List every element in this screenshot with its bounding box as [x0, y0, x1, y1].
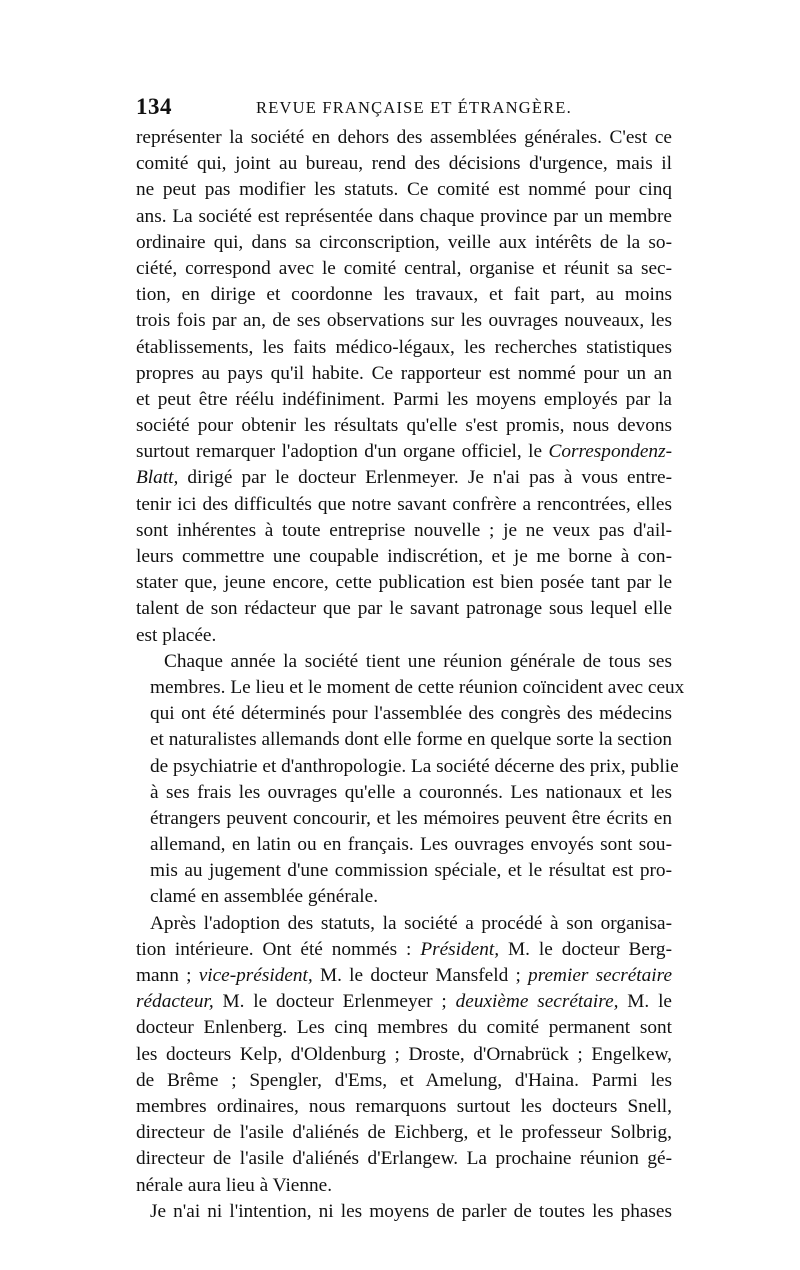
text-line: membres ordinaires, nous remarquons surtout les docteurs Snell,: [136, 1095, 672, 1117]
italic-role: rédacteur,: [136, 991, 214, 1013]
italic-title: Blatt,: [136, 467, 179, 489]
page-header: [136, 94, 672, 120]
text-line: étrangers peuvent concourir, et les mémoires peuvent être écrits en: [150, 807, 672, 829]
text-run: M. le docteur Mansfeld ;: [312, 965, 529, 986]
paragraph-4: [136, 1199, 672, 1225]
text-run: M. le docteur Berg-: [499, 938, 672, 960]
text-line: Après l'adoption des statuts, la société a procédé à son organisa-: [150, 912, 672, 934]
text-run: mann ;: [136, 965, 199, 986]
text-line: leurs commettre une coupable indiscrétion, et je me borne à con-: [136, 546, 672, 567]
text-line: trois fois par an, de ses observations sur les ouvrages nouveaux, les: [136, 310, 672, 332]
body-text: [136, 125, 685, 1225]
text-run: surtout remarquer l'adoption d'un organe officiel, le: [136, 441, 549, 463]
italic-role: Président,: [420, 938, 500, 960]
text-line: de Brême ; Spengler, d'Ems, et Amelung, d'Haina. Parmi les: [136, 1069, 672, 1091]
text-line: [136, 937, 672, 963]
text-line: directeur de l'asile d'aliénés d'Erlangew. La prochaine réunion gé-: [136, 1148, 672, 1170]
text-line: tion, en dirige et coordonne les travaux, et fait part, au moins: [136, 284, 672, 306]
text-line: [136, 963, 672, 989]
text-line: les docteurs Kelp, d'Oldenburg ; Droste, d'Ornabrück ; Engelkew,: [136, 1043, 672, 1065]
text-line: directeur de l'asile d'aliénés de Eichberg, et le professeur Solbrig,: [136, 1122, 672, 1144]
text-line: Chaque année la société tient une réunion générale de tous ses: [164, 650, 672, 672]
text-line: clamé en assemblée générale.: [150, 886, 379, 908]
text-run: M. le docteur Erlenmeyer ;: [213, 991, 456, 1013]
text-line: comité qui, joint au bureau, rend des décisions d'urgence, mais il: [136, 153, 672, 175]
text-line: qui ont été déterminés pour l'assemblée des congrès des médecins: [150, 703, 672, 725]
paragraph-1: [136, 125, 672, 649]
text-line: ans. La société est représentée dans chaque province par un membre: [136, 205, 672, 227]
text-line: docteur Enlenberg. Les cinq membres du comité permanent sont: [136, 1017, 672, 1039]
text-line: est placée.: [136, 624, 217, 646]
text-line: [136, 465, 672, 491]
text-line: établissements, les faits médico-légaux, les recherches statistiques: [136, 336, 672, 358]
text-line: [136, 989, 672, 1015]
text-line: [136, 439, 672, 465]
text-line: représenter la société en dehors des assemblées générales. C'est ce: [136, 127, 672, 148]
text-line: propres au pays qu'il habite. Ce rapporteur est nommé pour un an: [136, 362, 672, 384]
text-line: tenir ici des difficultés que notre savant confrère a rencontrées, elles: [136, 493, 672, 515]
paragraph-2: [136, 649, 685, 911]
running-title: REVUE FRANÇAISE ET ÉTRANGÈRE.: [256, 98, 572, 117]
italic-role: vice-président,: [198, 965, 313, 986]
text-line: de psychiatrie et d'anthropologie. La société décerne des prix, publie: [150, 755, 679, 777]
text-run: M. le: [618, 991, 672, 1013]
text-line: société pour obtenir les résultats qu'elle s'est promis, nous devons: [136, 415, 672, 437]
italic-title: Correspondenz-: [548, 441, 672, 463]
italic-role: premier secrétaire: [528, 965, 672, 986]
text-line: stater que, jeune encore, cette publication est bien posée tant par le: [136, 572, 672, 594]
paragraph-3: [136, 911, 672, 1199]
page-number: 134: [136, 94, 172, 119]
text-line: nérale aura lieu à Vienne.: [136, 1174, 333, 1196]
text-line: ciété, correspond avec le comité central, organise et réunit sa sec-: [136, 257, 672, 279]
text-line: ne peut pas modifier les statuts. Ce comité est nommé pour cinq: [136, 179, 672, 201]
italic-role: deuxième secrétaire,: [455, 991, 619, 1013]
text-line: membres. Le lieu et le moment de cette réunion coïncident avec ceux: [150, 676, 685, 698]
text-run: tion intérieure. Ont été nommés :: [136, 938, 421, 960]
text-line: sont inhérentes à toute entreprise nouvelle ; je ne veux pas d'ail-: [136, 519, 672, 541]
text-line: mis au jugement d'une commission spéciale, et le résultat est pro-: [150, 860, 672, 882]
text-line: et naturalistes allemands dont elle forme en quelque sorte la section: [150, 729, 672, 751]
text-line: allemand, en latin ou en français. Les ouvrages envoyés sont sou-: [150, 834, 672, 856]
text-line: talent de son rédacteur que par le savant patronage sous lequel elle: [136, 598, 672, 620]
text-line: Je n'ai ni l'intention, ni les moyens de parler de toutes les phases: [150, 1200, 672, 1222]
text-line: à ses frais les ouvrages qu'elle a couronnés. Les nationaux et les: [150, 781, 672, 803]
text-line: et peut être réélu indéfiniment. Parmi les moyens employés par la: [136, 388, 672, 410]
text-line: ordinaire qui, dans sa circonscription, veille aux intérêts de la so-: [136, 231, 672, 253]
text-run: dirigé par le docteur Erlenmeyer. Je n'ai pas à vous entre-: [178, 467, 672, 489]
